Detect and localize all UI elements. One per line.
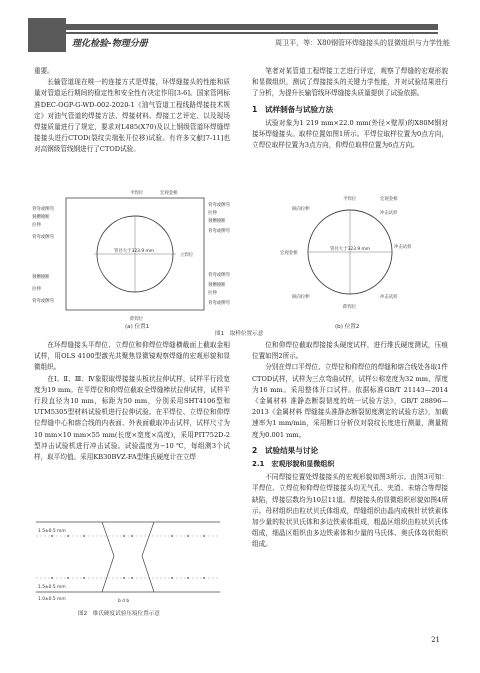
page-header [0,0,480,60]
fig1a-left-label: 背弯或侧弯 [32,299,54,304]
fig1b-top-label: 平焊位 [343,197,357,202]
fig1b-sublabel: (b) 位置2 [335,324,360,330]
fig1a-right-label: 立焊位 [180,253,194,258]
fig1b-right-label: 冲击试样 [394,245,412,250]
fig1a-right-side-label: 刻槽锤断 [208,219,226,224]
fig1a-right-side-label: 刻槽锤断 [208,283,226,288]
fig2-dimension: 1.0±0.5 mm [38,597,66,602]
fig2-dimension: 1.5±0.5 mm [38,585,66,590]
fig1b-center-label: 管径大于323.9 mm [330,247,371,252]
fig1a-sublabel: (a) 位置1 [125,324,150,330]
paragraph: 笔者对某管道工程焊接工艺进行评定，观察了焊缝的宏观形貌和显微组织，测试了焊接接头的关键力学性能，并对试验结果进行了分析，为提升长输管线环焊缝接头质量提供了试验依据。 [252,67,448,98]
fig1b-label: 纵向拉伸 [292,295,310,300]
fig1a-left-label: 拉伸 [32,287,41,292]
fig1a-left-label: 刻槽锤断 [32,275,50,280]
subsection-heading: 2.1 宏观形貌和显微组织 [252,460,335,469]
figure-1 [30,186,450,336]
fig1a-left-label: 背弯或侧弯 [32,235,54,240]
fig1a-right-side-label: 背弯或侧弯 [208,229,230,234]
header-rule [28,24,438,30]
figure-2 [32,502,224,618]
weld-profile [102,522,154,592]
fig1b-label: 冲击试样 [380,211,398,216]
section-heading: 2 试验结果与讨论 [252,445,319,455]
left-column-middle [34,340,230,463]
fig1a-right-side-label: 背弯或侧弯 [208,273,230,278]
fig1a-right-side-label: 拉伸 [208,211,217,216]
right-column-top [252,66,448,151]
fig1a-left-label: 刻槽锤断 [32,215,50,220]
fig1a-left-label: 背弯或侧弯 [32,207,54,212]
fig1b-label: 纵向拉伸 [292,207,310,212]
fig1b-bottom-label: 仰焊位 [343,305,357,310]
running-title: 周卫平，等：X80钢管环焊缝接头的显微组织与力学性能 [275,39,450,47]
fig1b-label: 冲击试样 [380,295,398,300]
paragraph: 长输管道现在唯一的连接方式是焊接，环焊缝接头的性能和质量对管道运行期间的稳定性和安全性有决定作用[3-6]。国家管网标准DEC-OGP-G-WD-002-2020-1《油气管道工程线路焊接技术规定》对油气管道的焊接方法、焊接材料、焊接工艺评定、以及现场焊接质量进行了规定，要求对L485(X70)及以上钢级管道环焊缝焊接接头进行CTOD(裂纹尖端张开位移)试验。有许多文献[7-11]也对高钢级管线钢进行了CTOD试验。 [34,78,230,154]
figure-2-caption: 图2 维氏硬度试验压痕位置示意 [78,611,160,617]
fig1a-right-side-label: 拉伸 [208,291,217,296]
paragraph: 位和仰焊位截取焊接接头硬度试样，进行维氏硬度测试，压痕位置如图2所示。 [252,341,448,361]
fig2-dimension: 1.5±0.5 mm [38,529,66,534]
fig1a-top-label: 平焊位 [130,191,144,196]
fig2-marks: b d b [118,599,130,604]
paragraph: 在环焊缝接头平焊位、立焊位和仰焊位焊缝横截面上截取金相试样，用OLS 4100型激光共聚焦显微镜观察焊缝的宏观形貌和显微组织。 [34,341,230,372]
fig1a-left-label: 拉伸 [32,223,41,228]
page-number: 21 [431,636,440,644]
figure-1-caption: 图1 取样位置示意 [215,331,264,336]
paragraph: 在Ⅰ、Ⅱ、Ⅲ、Ⅳ象限取焊接接头板状拉伸试样，试样平行段宽度为19 mm。在平焊位和仰焊位截取全焊缝棒状拉伸试样，试样平行段直径为10 mm，标距为50 mm，分别采用SHT4106型和UTM5305型材料试验机进行拉伸试验。在平焊位、立焊位和仰焊位焊缝中心和熔合线的内表面、外表面截取冲击试样，试样尺寸为10 mm×10 mm×55 mm(长度×宽度×高度)，采用PIT752D-2型冲击试验机进行冲击试验。试验温度为−10 ℃，每组测3个试样，取平均值。采用KB30BVZ-FA型维氏硬度计在立焊 [34,374,230,462]
section-heading: 1 试样制备与试验方法 [252,104,334,114]
fig1a-right-side-label: 宏观金相 [160,191,178,196]
left-column-top [34,66,230,156]
fig1a-right-side-label: 背弯或侧弯 [208,203,230,208]
indent-points [51,535,205,579]
fig1b-label: 宏观金相 [380,197,398,202]
fig1a-bottom-label: 仰焊位 [130,317,144,322]
header-rule-thin [28,32,438,34]
journal-logo [28,18,66,52]
paragraph: 重要。 [34,67,54,75]
fig1a-right-side-label: 背弯或侧弯 [208,301,230,306]
paragraph: 试验对象为1 219 mm×22.0 mm(外径×壁厚)的X80M钢对接环焊缝接头。取样位置如图1所示。平焊位取样位置为0点方向，立焊位取样位置为3点方向，仰焊位取样位置为6点方向。 [252,118,448,150]
figure-1b [280,195,412,330]
paragraph: 不同焊接位置处焊接接头的宏观形貌如图3所示。由图3可知：平焊位、立焊位和仰焊位焊接接头均无气孔、夹渣、未熔合等焊接缺陷，焊接层数均为10层11道。焊接接头的显微组织形貌如图4所示。母材组织由粒状贝氏体组成，焊缝组织由晶内成核针状铁素体加少量的粒状贝氏体和多边铁素体组成，粗晶区组织由粒状贝氏体组成，细晶区组织由多边铁素体和少量的马氏体、奥氏体岛状组织组成。 [252,473,448,549]
fig1b-left-label: 宏观金相 [280,251,298,256]
journal-name: 理化检验-物理分册 [72,39,148,49]
right-column-middle [252,340,448,551]
fig1a-center-label: 管径大于323.9 mm [114,249,155,254]
paragraph: 分别在焊口平焊位、立焊位和仰焊位的焊缝和熔合线处各取1件CTOD试样，试样为三点弯曲试样，试样公称宽度为32 mm，厚度为16 mm。采用整体开口试样。依据标准GB/T 21143—2014《金属材料 准静态断裂韧度的统一试验方法》，GB/T 28896—2013《金属材料 焊缝接头准静态断裂韧度测定的试验方法》，加载速率为1 mm/min，采用断口分析仪对裂纹长度进行测量，测量精度为0.001 mm。 [252,363,448,439]
figure-1a [32,189,231,330]
